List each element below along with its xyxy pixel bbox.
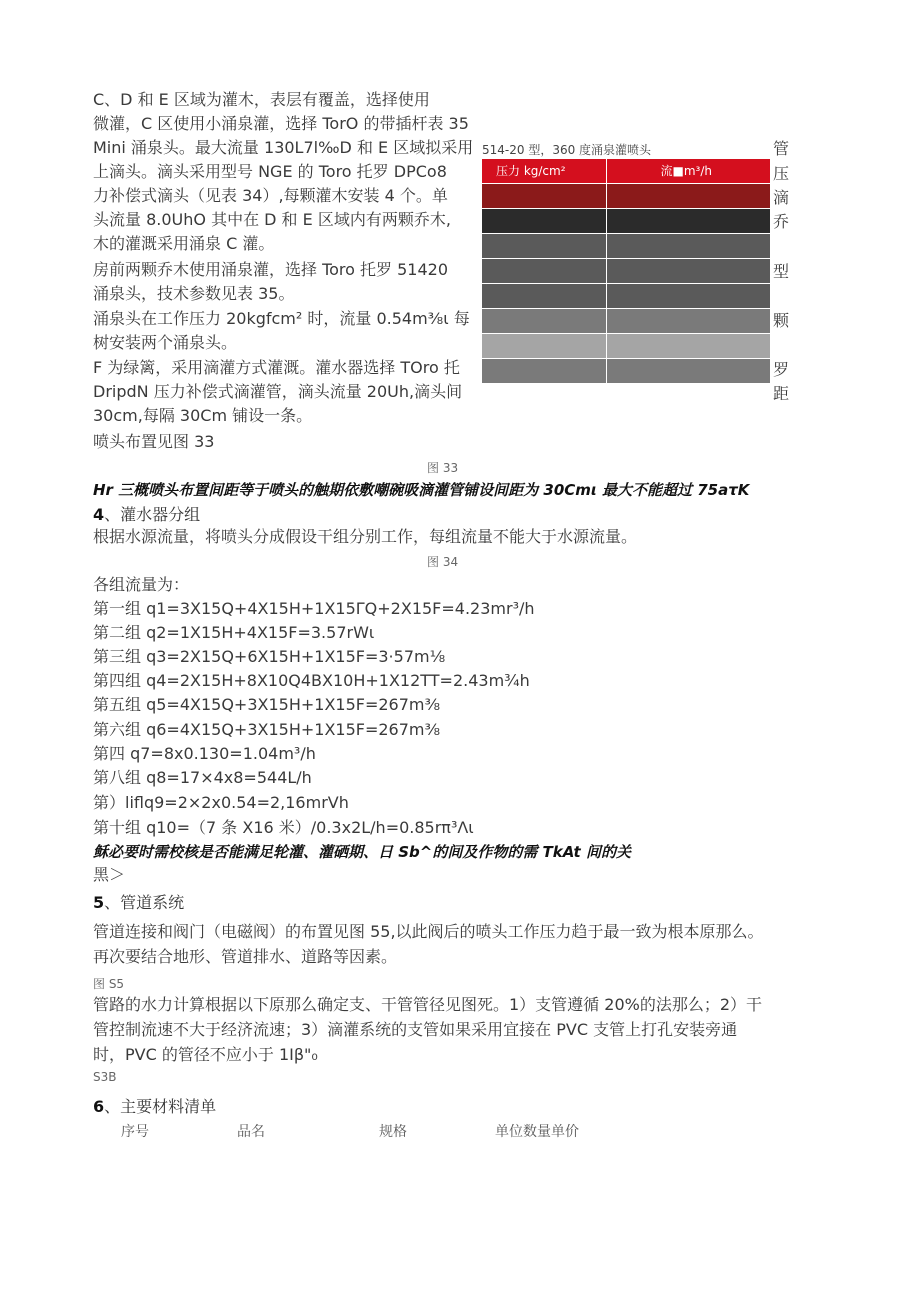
table-cell [607, 209, 771, 233]
table-cell [482, 209, 607, 233]
italic-note-end: 黑＞ [93, 865, 126, 884]
section-text: 再次要结合地形、管道排水、道路等因素。 [93, 947, 398, 966]
side-char: 罗 [773, 360, 790, 379]
table-cell [482, 284, 607, 308]
figure-caption: 图 33 [427, 461, 459, 475]
side-char: 乔 [773, 212, 790, 231]
section-heading-6: 6、主要材料清单 [93, 1097, 217, 1116]
figure-caption: 图 34 [427, 555, 459, 569]
section-text: 管道连接和阀门（电磁阀）的布置见图 55,以此阀后的喷头工作压力趋于最一致为根本原那么。 [93, 922, 764, 941]
pipe-text: 管控制流速不大于经济流速；3）滴灌系统的支管如果采用宜接在 PVC 支管上打孔安装旁通 [93, 1020, 738, 1039]
bold-note: Hr 三概喷头布置间距等于喷头的触期依敷嘲碗吸滴灌管铺设间距为 30Cmι 最大不能超过 75aτK [93, 481, 750, 499]
table-cell [607, 284, 771, 308]
side-char: 压 [773, 164, 790, 183]
text-line: 力补偿式滴头（见表 34）,每颗灌木安装 4 个。单 [93, 186, 448, 205]
table-header-row [482, 159, 770, 184]
flow-item: 第五组 q5=4X15Q+3X15H+1X15F=267m⅜ [93, 695, 441, 714]
flow-item: 第六组 q6=4X15Q+3X15H+1X15F=267m⅜ [93, 720, 441, 739]
flow-item: 第）liflq9=2×2x0.54=2,16mrVh [93, 793, 349, 812]
table-cell [482, 309, 607, 333]
text-line: 30cm,每隔 30Cm 铺设一条。 [93, 406, 313, 425]
figure-caption: 图 S5 [93, 977, 125, 991]
figure-caption: S3B [93, 1070, 117, 1084]
flow-item: 第十组 q10=（7 条 X16 米）∕0.3x2L∕h=0.85rπ³Λι [93, 818, 474, 837]
section-heading-4: 4、灌水器分组 [93, 505, 201, 524]
side-char: 管 [773, 139, 790, 158]
table-cell [482, 334, 607, 358]
table-row [482, 284, 770, 309]
table-body [482, 184, 770, 384]
section-heading-5: 5、管道系统 [93, 893, 185, 912]
text-line: Mini 涌泉头。最大流量 130L7l‰D 和 E 区域拟采用 [93, 138, 474, 157]
pipe-text: 时，PVC 的管径不应小于 1Iβ"₀ [93, 1045, 318, 1064]
table-row [482, 334, 770, 359]
table-cell [607, 359, 771, 383]
table-row [482, 234, 770, 259]
table-row [482, 259, 770, 284]
table-row [482, 359, 770, 384]
text-line: 房前两颗乔木使用涌泉灌，选择 Toro 托罗 51420 [93, 260, 449, 279]
table-cell [482, 359, 607, 383]
table-cell [607, 309, 771, 333]
text-line: C、D 和 E 区域为灌木，表层有覆盖，选择使用 [93, 90, 430, 109]
flow-item: 第一组 q1=3X15Q+4X15H+1X15ΓQ+2X15F=4.23mr³∕h [93, 599, 535, 618]
flow-table [482, 159, 770, 384]
flow-item: 第四 q7=8x0.130=1.04m³∕h [93, 744, 316, 763]
table-caption: 514-20 型，360 度涌泉灌喷头 [482, 143, 652, 157]
flow-intro: 各组流量为： [93, 575, 190, 594]
side-char: 距 [773, 384, 790, 403]
table-cell [607, 234, 771, 258]
section-text: 根据水源流量，将喷头分成假设干组分别工作，每组流量不能大于水源流量。 [93, 527, 638, 546]
col-header-name: 品名 [237, 1124, 265, 1140]
table-row [482, 309, 770, 334]
text-line: 上滴头。滴头采用型号 NGE 的 Toro 托罗 DPCo8 [93, 162, 447, 181]
text-line: 涌泉头，技术参数见表 35。 [93, 284, 295, 303]
text-line: 微灌，C 区使用小涌泉灌，选择 TorO 的带插杆表 35 [93, 114, 469, 133]
flow-item: 第二组 q2=1X15H+4X15F=3.57rWι [93, 623, 375, 642]
text-line: 头流量 8.0UhO 其中在 D 和 E 区域内有两颗乔木, [93, 210, 451, 229]
pipe-text: 管路的水力计算根据以下原那么确定支、干管管径见图死。1）支管遵循 20%的法那么；2）干 [93, 995, 763, 1014]
flow-item: 第八组 q8=17×4x8=544L∕h [93, 768, 312, 787]
side-char: 颗 [773, 311, 790, 330]
col-header-spec: 规格 [379, 1124, 407, 1140]
text-line: F 为绿篱，采用滴灌方式灌溉。灌水器选择 TOro 托 [93, 358, 460, 377]
table-header-pressure: 压力 kg∕cm² [482, 159, 607, 183]
text-line: 涌泉头在工作压力 20kgfcm² 时，流量 0.54m⅜ι 每 [93, 309, 470, 328]
table-header-flow: 流■m³∕h [660, 164, 712, 178]
text-line: 树安装两个涌泉头。 [93, 333, 238, 352]
italic-note: 稣必要时需校核是否能满足轮灌、灌硒期、日 Sb^的间及作物的需 TkAt 间的关 [93, 843, 631, 861]
table-cell [607, 259, 771, 283]
table-cell [607, 334, 771, 358]
table-cell [482, 259, 607, 283]
side-char: 型 [773, 262, 790, 281]
flow-item: 第四组 q4=2X15H+8X10Q4BX10H+1X12TT=2.43m¾h [93, 671, 530, 690]
table-row [482, 209, 770, 234]
text-line: 木的灌溉采用涌泉 C 灌。 [93, 234, 275, 253]
table-cell [482, 234, 607, 258]
col-header-index: 序号 [121, 1124, 149, 1140]
flow-item: 第三组 q3=2X15Q+6X15H+1X15F=3·57m⅛ [93, 647, 446, 666]
col-header-unit-qty-price: 单位数量单价 [495, 1124, 579, 1140]
table-row [482, 184, 770, 209]
table-cell [482, 184, 607, 208]
text-line: 喷头布置见图 33 [93, 432, 215, 451]
text-line: DripdN 压力补偿式滴灌管，滴头流量 20Uh,滴头间 [93, 382, 463, 401]
side-char: 滴 [773, 188, 790, 207]
table-cell [607, 184, 771, 208]
